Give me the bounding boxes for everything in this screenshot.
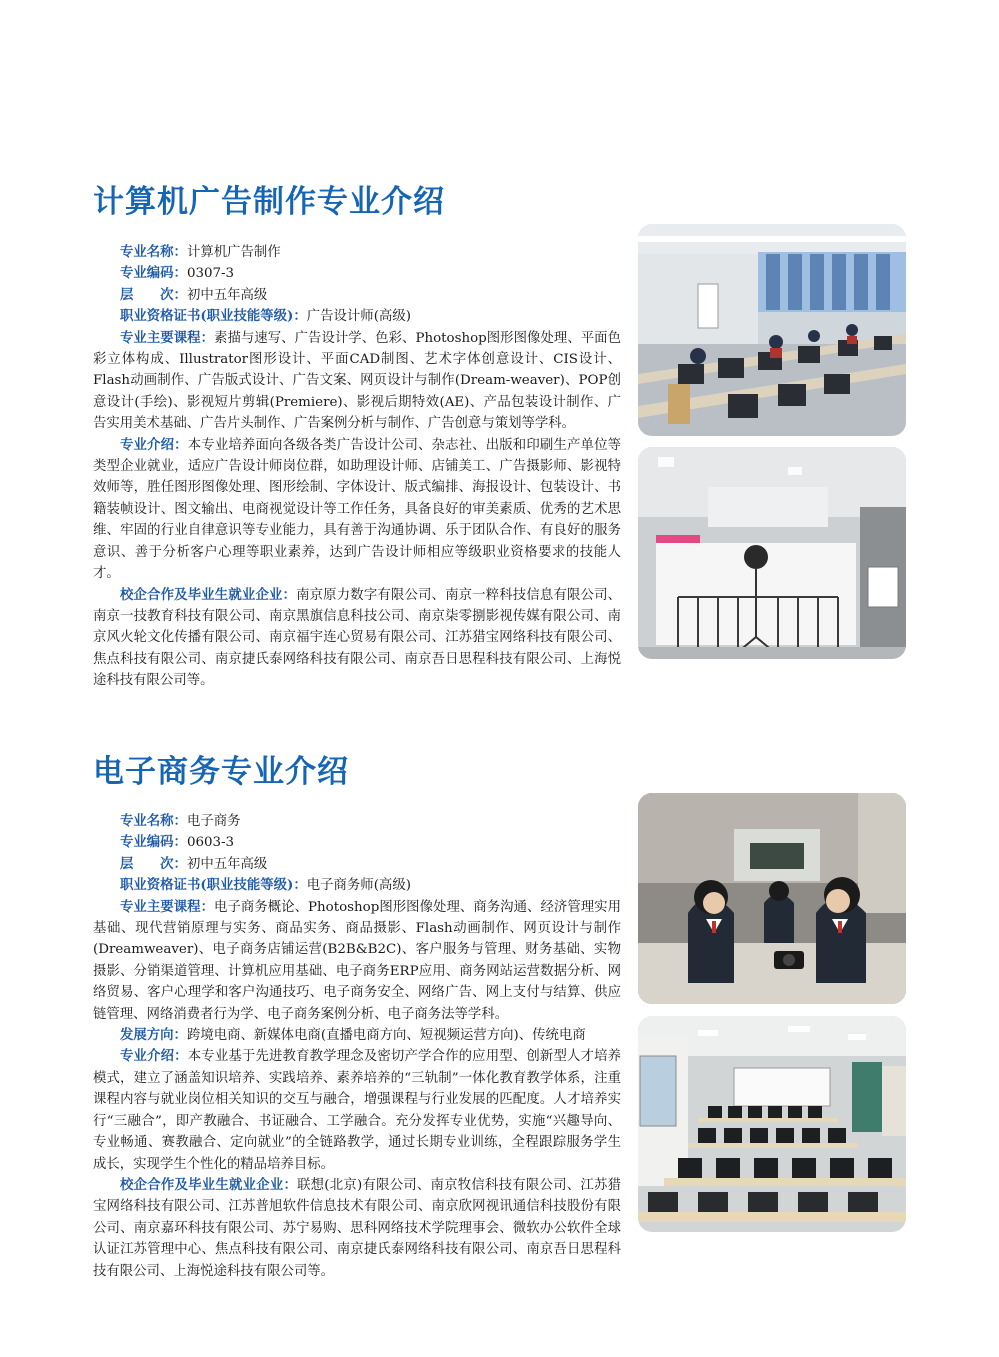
paragraph-text: 素描与速写、广告设计学、色彩、Photoshop图形图像处理、平面色彩立体构成、Illustrator图形设计、平面CAD制图、艺术字体创意设计、CIS设计、Flash动画制作、广告版式设计、广告文案、网页设计与制作(Dream-weaver)、POP创意设计(手绘)、影视短片剪辑(Premiere)、影视后期特效(AE)、产品包装设计制作、广告实用美术基础、广告片头制作、广告案例分析与制作、广告创意与策划等学科。 — [93, 330, 622, 432]
field-label: 职业资格证书(职业技能等级)： — [120, 877, 307, 894]
photo-students-cameras — [638, 793, 906, 1004]
paragraph-text: 联想(北京)有限公司、南京牧信科技有限公司、江苏猎宝网络科技有限公司、江苏普旭软件信息技术有限公司、南京欣网视讯通信科技股份有限公司、南京嘉环科技有限公司、苏宁易购、思科网络技术学院理事会、微软办公软件全球认证江苏管理中心、焦点科技有限公司、南京捷氏泰网络科技有限公司、南京吾日思程科技有限公司、上海悦途科技有限公司等。 — [93, 1177, 621, 1279]
major-name-row — [93, 811, 621, 832]
paragraph-label: 专业主要课程： — [120, 329, 215, 346]
certificate-row — [93, 875, 621, 896]
photo-computer-lab — [638, 224, 906, 436]
field-label: 专业编码： — [120, 834, 187, 851]
section-body-ecommerce — [93, 811, 621, 1282]
photo-studio — [638, 447, 906, 659]
field-value: 0307-3 — [186, 266, 235, 282]
field-value: 广告设计师(高级) — [306, 309, 411, 325]
paragraph-label: 专业介绍： — [120, 436, 188, 453]
section-title-ecommerce: 电子商务专业介绍 — [93, 754, 349, 790]
field-label: 专业名称： — [120, 244, 187, 260]
paragraph-text: 本专业基于先进教育教学理念及密切产学合作的应用型、创新型人才培养模式，建立了涵盖知识培养、实践培养、素养培养的“三轨制”一体化教育教学体系，注重课程内容与就业岗位相关知识的交互与融合，增强课程与行业发展的匹配度。人才培养实行“三融合”，即产教融合、书证融合、工学融合。充分发挥专业优势，实施“兴趣导向、专业畅通、赛教融合、定向就业”的全链路教学，通过长期专业训练，全程跟踪服务学生成长，实现学生个性化的精品培养目标。 — [93, 1049, 622, 1172]
paragraph-label: 校企合作及毕业生就业企业： — [120, 586, 297, 603]
field-value: 初中五年高级 — [186, 856, 268, 872]
field-value: 计算机广告制作 — [186, 245, 281, 260]
paragraph-text: 跨境电商、新媒体电商(直播电商方向、短视频运营方向)、传统电商 — [186, 1028, 586, 1044]
courses-paragraph — [93, 897, 621, 1025]
field-label: 层 次： — [120, 855, 187, 872]
major-name-row — [93, 242, 621, 263]
field-value: 初中五年高级 — [186, 287, 268, 303]
field-value: 电子商务师(高级) — [306, 878, 411, 894]
paragraph-label: 专业介绍： — [120, 1048, 188, 1065]
major-code-row — [93, 263, 621, 284]
major-code-row — [93, 832, 621, 853]
cooperation-paragraph — [93, 1175, 621, 1282]
field-label: 层 次： — [120, 286, 187, 303]
direction-paragraph — [93, 1025, 621, 1046]
field-label: 专业编码： — [120, 265, 187, 282]
courses-paragraph — [93, 328, 621, 435]
cooperation-paragraph — [93, 585, 621, 692]
level-row — [93, 285, 621, 306]
paragraph-text: 本专业培养面向各级各类广告设计公司、杂志社、出版和印刷生产单位等类型企业就业，适应广告设计师岗位群，如助理设计师、店铺美工、广告摄影师、影视特效师等，胜任图形图像处理、图形绘制、字体设计、版式编排、海报设计、包装设计、书籍装帧设计、图文输出、电商视觉设计等工作任务，具备良好的审美素质、优秀的艺术思维、牢固的行业自律意识等专业能力，具有善于沟通协调、乐于团队合作、有良好的服务意识、善于分析客户心理等职业素养，达到广告设计师相应等级职业资格要求的技能人才。 — [93, 437, 622, 582]
certificate-row — [93, 306, 621, 327]
field-value: 0603-3 — [186, 835, 235, 851]
section-body-advertising — [93, 242, 621, 692]
field-label: 专业名称： — [120, 813, 187, 829]
photo-classroom — [638, 1016, 906, 1232]
field-value: 电子商务 — [186, 814, 241, 829]
intro-paragraph — [93, 1046, 621, 1174]
level-row — [93, 854, 621, 875]
paragraph-text: 电子商务概论、Photoshop图形图像处理、商务沟通、经济管理实用基础、现代营销原理与实务、商品实务、商品摄影、Flash动画制作、网页设计与制作(Dreamweaver)、电子商务店铺运营(B2B&B2C)、客户服务与管理、财务基础、实物摄影、分销渠道管理、计算机应用基础、电子商务ERP应用、商务网站运营数据分析、网络贸易、客户心理学和客户沟通技巧、电子商务安全、网络广告、网上支付与结算、供应链管理、网络消费者行为学、电子商务案例分析、电子商务法等学科。 — [93, 899, 621, 1022]
paragraph-label: 校企合作及毕业生就业企业： — [120, 1176, 298, 1193]
paragraph-label: 发展方向： — [120, 1027, 187, 1044]
paragraph-label: 专业主要课程： — [120, 898, 215, 915]
paragraph-text: 南京原力数字有限公司、南京一粹科技信息有限公司、南京一技教育科技有限公司、南京黑旗信息科技公司、南京柒零捌影视传媒有限公司、南京风火轮文化传播有限公司、南京福宇连心贸易有限公司、江苏猎宝网络科技有限公司、焦点科技有限公司、南京捷氏泰网络科技有限公司、南京吾日思程科技有限公司、上海悦途科技有限公司等。 — [93, 587, 622, 689]
section-title-advertising: 计算机广告制作专业介绍 — [93, 184, 445, 220]
field-label: 职业资格证书(职业技能等级)： — [120, 308, 307, 325]
intro-paragraph — [93, 435, 621, 585]
